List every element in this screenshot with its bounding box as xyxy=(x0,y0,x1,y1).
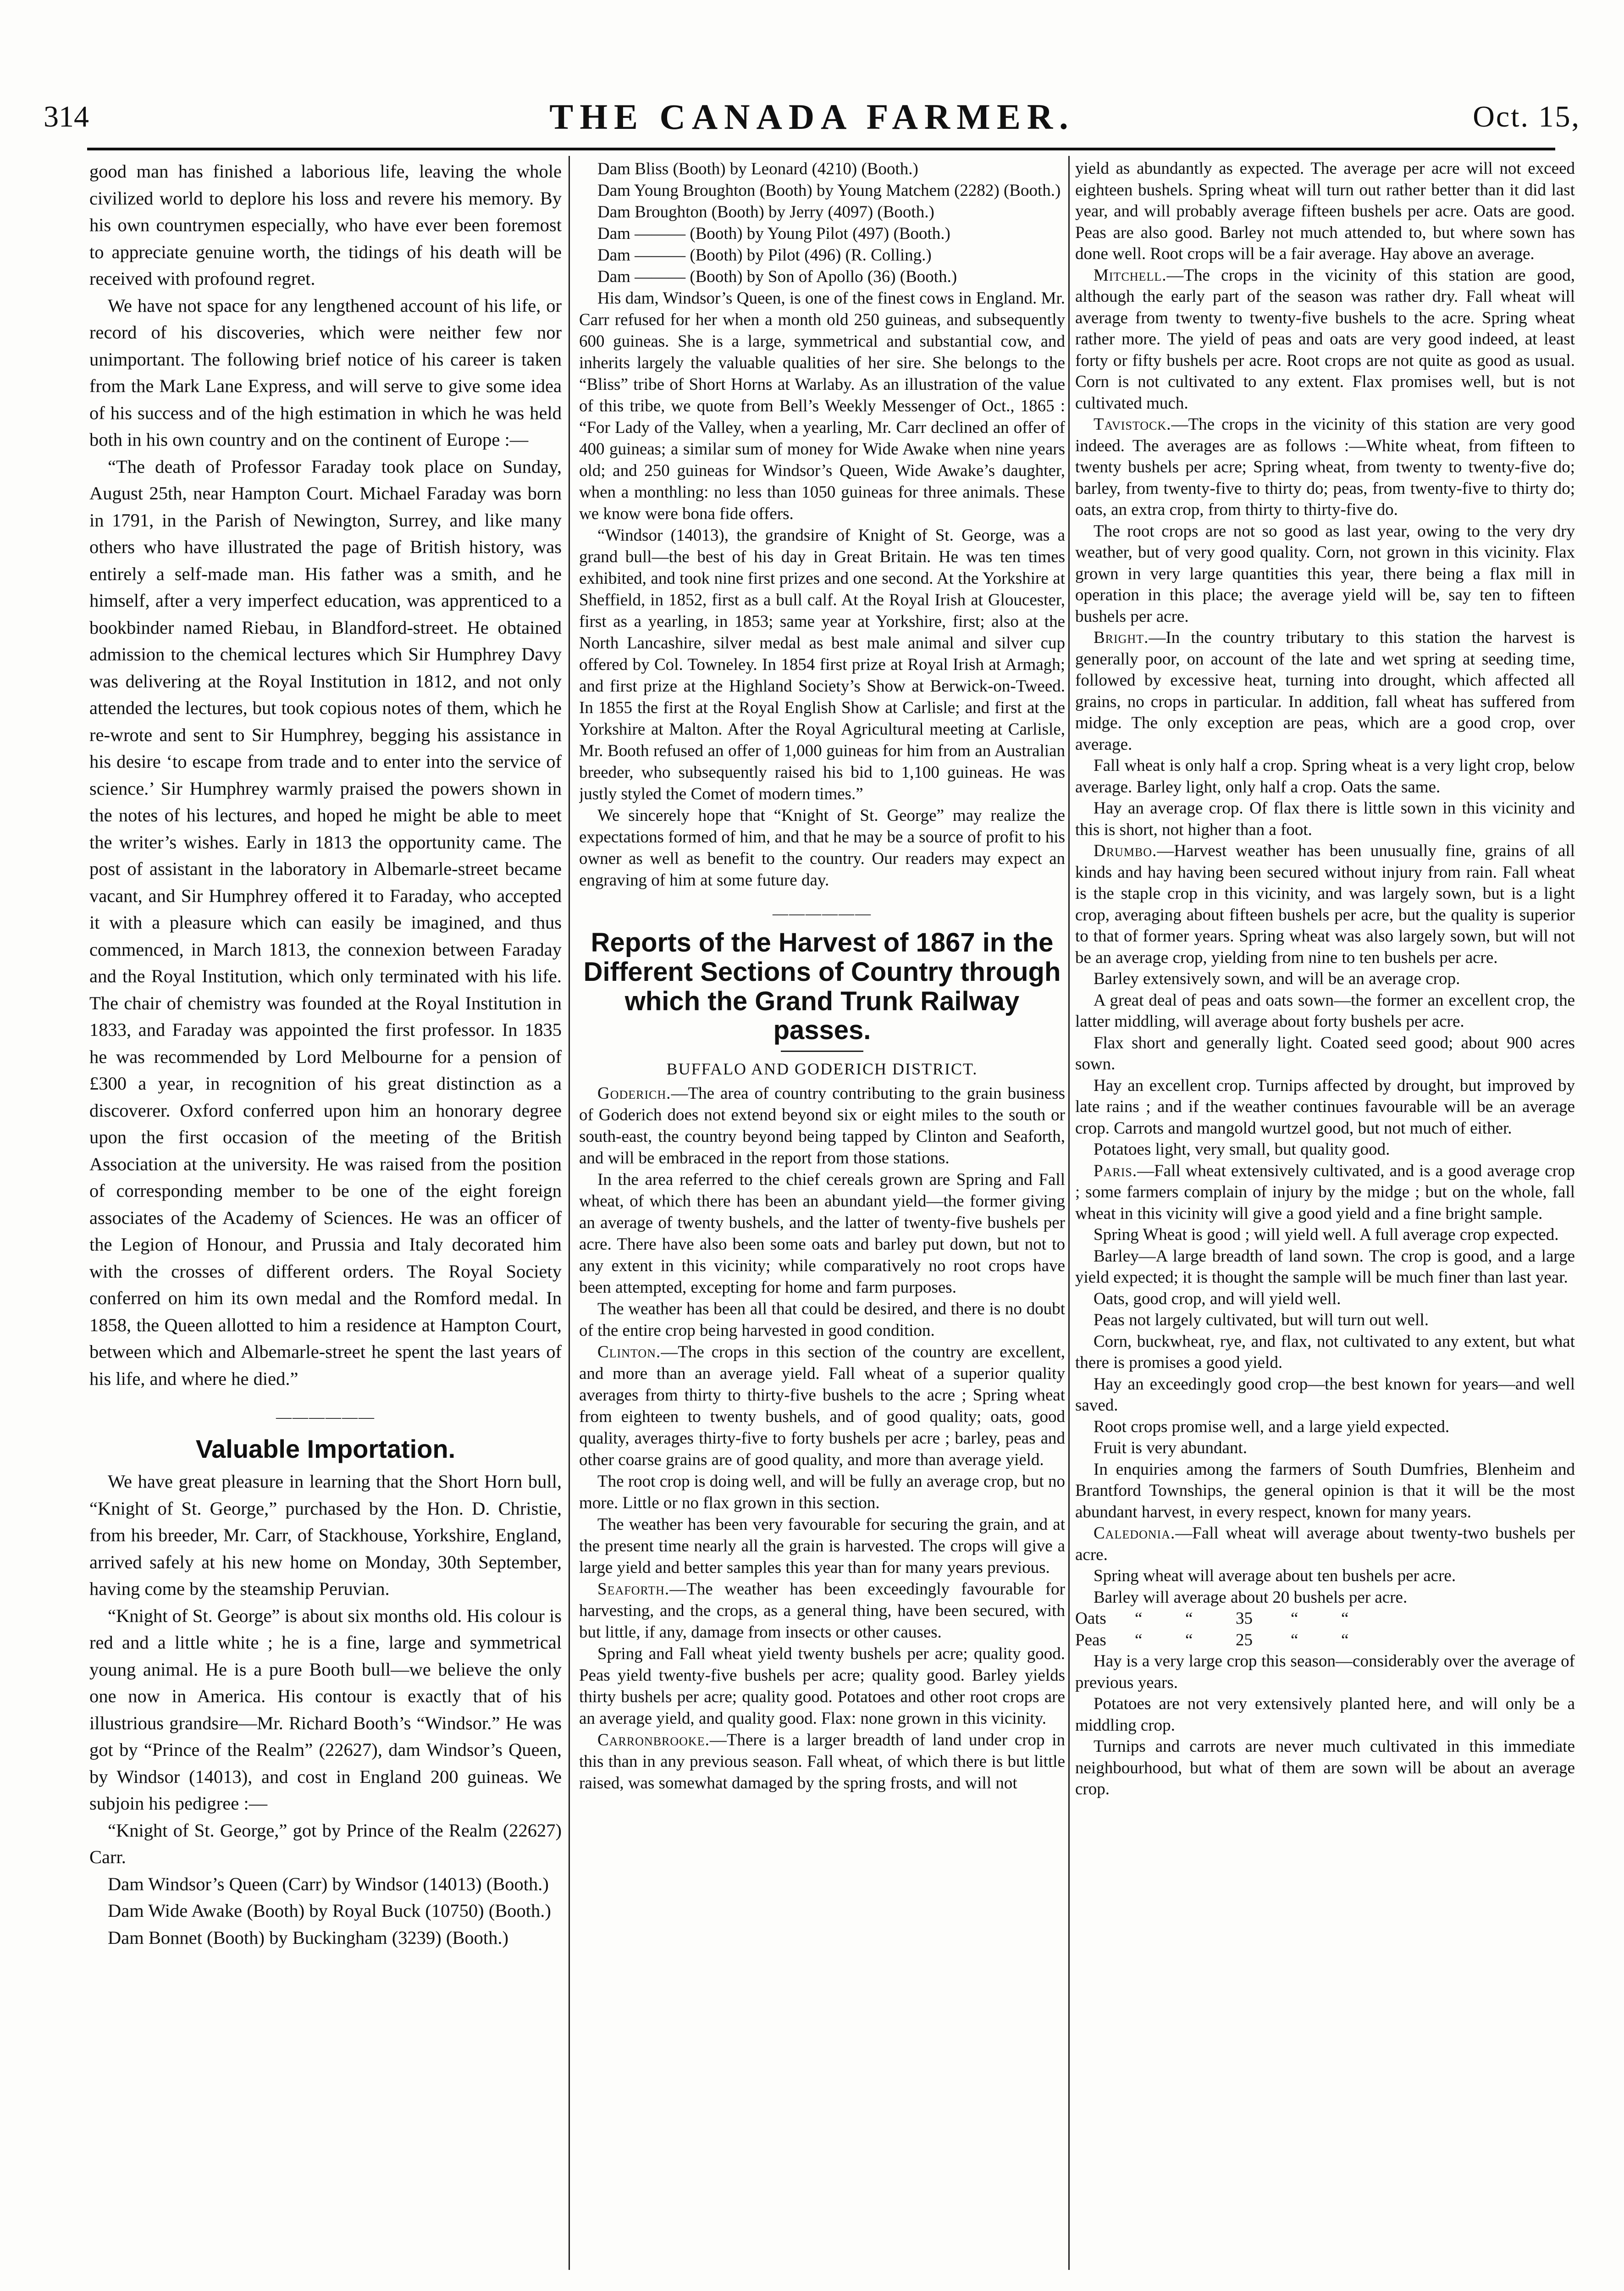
station-name: Bright. xyxy=(1094,628,1149,647)
report-paragraph xyxy=(579,1471,1065,1514)
report-text: Spring wheat will average about ten bushels per acre. xyxy=(1094,1566,1456,1585)
ditto-mark: “ xyxy=(1185,1630,1193,1649)
report-text: Peas not largely cultivated, but will turn out well. xyxy=(1094,1311,1429,1329)
pedigree-line: Dam Broughton (Booth) by Jerry (4097) (Booth.) xyxy=(597,203,934,221)
crop-yield: 35 xyxy=(1236,1609,1253,1628)
report-paragraph xyxy=(579,1643,1065,1729)
pedigree-line: “Knight of St. George,” got by Prince of the Realm (22627) Carr. xyxy=(89,1820,562,1868)
report-paragraph xyxy=(1075,1587,1575,1609)
paragraph: Turnips and carrots are never much cultivated in this immediate neighbourhood, but what of them are sown will be about an average crop. xyxy=(1075,1737,1575,1798)
report-paragraph xyxy=(579,1083,1065,1169)
paragraph: His dam, Windsor’s Queen, is one of the finest cows in England. Mr. Carr refused for her when a month old 250 guineas, and subsequently 600 guineas. She is a large, symmetrical and substantial cow, and inherits largely the valuable qualities of her sire. She belongs to the “Bliss” tribe of Short Horns at Warlaby. As an illustration of the value of this tribe, we quote from Bell’s Weekly Messenger of Oct., 1865 : “For Lady of the Valley, when a yearling, Mr. Carr declined an offer of 400 guineas; a similar sum of money for Wide Awake when nine years old; and 250 guineas for Windsor’s Queen, Wide Awake’s daughter, when a monthling: no less than 1050 guineas for three animals. These we know were bona fide offers. xyxy=(579,289,1065,523)
station-name: Carronbrooke. xyxy=(597,1731,710,1750)
report-text: Potatoes light, very small, but quality good. xyxy=(1094,1140,1390,1159)
report-text: The root crops are not so good as last year, owing to the very dry weather, but of very good quality. Corn, not grown in this vicinity. Flax grown in very large quantities this year, there being a flax mill in operation in this place; the average yield will be, say ten to fifteen bushels per acre. xyxy=(1075,521,1575,626)
district-heading: BUFFALO AND GODERICH DISTRICT. xyxy=(666,1060,978,1079)
paragraph: Potatoes are not very extensively planted here, and will only be a middling crop. xyxy=(1075,1694,1575,1735)
paragraph: Hay is a very large crop this season—considerably over the average of previous years. xyxy=(1075,1652,1575,1692)
section-ornament: —————— xyxy=(276,1409,375,1426)
pedigree-line: Dam Bonnet (Booth) by Buckingham (3239) (Booth.) xyxy=(108,1927,509,1948)
report-text: Hay an excellent crop. Turnips affected by drought, but improved by late rains ; and if the weather continues favourable will be an average crop. Carrots and mangold wurtzel good, but not much of either. xyxy=(1075,1076,1575,1138)
report-text: Hay an exceedingly good crop—the best known for years—and well saved. xyxy=(1075,1374,1575,1415)
report-text: —Fall wheat extensively cultivated, and is a good average crop ; some farmers complain of injury by the midge ; but on the whole, fall wheat in this vicinity will give a good yield and a fine bright sample. xyxy=(1075,1161,1575,1223)
report-text: The weather has been all that could be desired, and there is no doubt of the entire crop being harvested in good condition. xyxy=(579,1300,1065,1340)
station-name: Paris. xyxy=(1094,1161,1138,1180)
paragraph: We have great pleasure in learning that the Short Horn bull, “Knight of St. George,” purchased by the Hon. D. Christie, from his breeder, Mr. Carr, of Stackhouse, Yorkshire, England, arrived safely at his new home on Monday, 30th September, having come by the steamship Peruvian. xyxy=(89,1471,562,1599)
report-text: In the area referred to the chief cereals grown are Spring and Fall wheat, of which there has been an abundant yield—the former giving an average of twenty bushels, and the latter of twenty-five bushels per acre. There have also been some oats and barley put down, but not to any extent in this vicinity; while comparatively no root crops have been attempted, excepting for home and farm purposes. xyxy=(579,1170,1065,1297)
column-1 xyxy=(89,158,562,2277)
report-text: —The crops in this section of the country are excellent, and more than an average yield. Fall wheat of a superior quality averages from thirty to thirty-five bushels to the acre ; Spring wheat from eighteen to twenty bushels, and of good quality; oats, good quality, averages thirty-five to forty bushels per acre ; barley, peas and other coarse grains are of good quality, and more than average yield. xyxy=(579,1343,1065,1470)
report-paragraph xyxy=(1075,1417,1575,1438)
report-paragraph xyxy=(1075,1310,1575,1331)
report-paragraph xyxy=(579,1341,1065,1471)
pedigree-line: Dam ——— (Booth) by Young Pilot (497) (Booth.) xyxy=(597,224,950,243)
report-paragraph xyxy=(1075,798,1575,841)
station-name: Seaforth. xyxy=(597,1580,670,1599)
station-name: Clinton. xyxy=(597,1343,661,1362)
report-paragraph xyxy=(1075,990,1575,1033)
report-paragraph xyxy=(1075,1523,1575,1566)
report-text: Spring Wheat is good ; will yield well. A full average crop expected. xyxy=(1094,1225,1559,1244)
harvest-reports xyxy=(1075,158,1575,1608)
report-text: Hay an average crop. Of flax there is little sown in this vicinity and this is short, not higher than a foot. xyxy=(1075,799,1575,839)
report-paragraph xyxy=(1075,1033,1575,1075)
report-text: Oats, good crop, and will yield well. xyxy=(1094,1289,1341,1308)
crop-name: Peas xyxy=(1075,1630,1106,1649)
pedigree-line: Dam ——— (Booth) by Pilot (496) (R. Colling.) xyxy=(597,246,932,265)
report-text: —Harvest weather has been unusually fine, grains of all kinds and hay having been secured without injury from rain. Fall wheat is the staple crop in this vicinity, and was largely sown, but is a light crop, averaging about fifteen bushels per acre, but the quality is superior to that of former years. Spring wheat was also largely sown, but will not be an average crop, yielding from nine to ten bushels per acre. xyxy=(1075,841,1575,967)
report-text: Root crops promise well, and a large yield expected. xyxy=(1094,1417,1450,1436)
paragraph: “Knight of St. George” is about six months old. His colour is red and a little white ; he is a fine, large and symmetrical young animal. He is a pure Booth bull—we believe the only one now in America. His contour is exactly that of his illustrious grandsire—Mr. Richard Booth’s “Windsor.” He was got by “Prince of the Realm” (22627), dam Windsor’s Queen, by Windsor (14013), and cost in England 200 guineas. We subjoin his pedigree :— xyxy=(89,1605,562,1814)
page-number: 314 xyxy=(44,100,89,133)
report-paragraph xyxy=(1075,1374,1575,1417)
paragraph: We sincerely hope that “Knight of St. George” may realize the expectations formed of him, and that he may be a source of profit to his owner as well as benefit to the country. Our readers may expect an engraving of him at some future day. xyxy=(579,806,1065,890)
column-3 xyxy=(1075,158,1575,2277)
column-2 xyxy=(579,158,1065,2277)
report-paragraph xyxy=(1075,755,1575,798)
issue-date: Oct. 15, xyxy=(1473,100,1580,133)
article-heading: Valuable Importation. xyxy=(195,1434,456,1463)
report-paragraph xyxy=(1075,841,1575,968)
report-paragraph xyxy=(579,1169,1065,1298)
report-text: yield as abundantly as expected. The average per acre will not exceed eighteen bushels. Spring wheat will turn out rather better than it did last year, and will probably average fifteen bushels per acre. Oats are good. Peas are also good. Barley not much attended to, but where sown has done well. Root crops will be a fair average. Hay above an average. xyxy=(1075,159,1575,263)
ditto-mark: “ xyxy=(1185,1609,1193,1628)
ditto-mark: “ xyxy=(1135,1630,1143,1649)
station-name: Goderich. xyxy=(597,1084,671,1103)
report-text: Barley extensively sown, and will be an average crop. xyxy=(1094,969,1460,988)
report-text: Corn, buckwheat, rye, and flax, not cultivated to any extent, but what there is promises a good yield. xyxy=(1075,1332,1575,1372)
report-text: —The weather has been exceedingly favourable for harvesting, and the crops, as a general thing, have been secured, with but little, if any, damage from insects or other causes. xyxy=(579,1580,1065,1642)
station-name: Drumbo. xyxy=(1094,841,1157,860)
column-divider xyxy=(1068,156,1070,2270)
article-heading: Reports of the Harvest of 1867 in the Different Sections of Country through which the Grand Trunk Railway passes. xyxy=(583,928,1061,1046)
pedigree-line: Dam Windsor’s Queen (Carr) by Windsor (14013) (Booth.) xyxy=(108,1873,549,1894)
station-name: Mitchell. xyxy=(1094,266,1167,285)
report-paragraph xyxy=(1075,1331,1575,1374)
report-paragraph xyxy=(579,1514,1065,1578)
report-paragraph xyxy=(1075,1566,1575,1587)
report-paragraph xyxy=(1075,1289,1575,1310)
report-paragraph xyxy=(1075,521,1575,628)
paragraph: “Windsor (14013), the grandsire of Knight of St. George, was a grand bull—the best of his day in Great Britain. He was ten times exhibited, and took nine first prizes and one second. At the Yorkshire at Sheffield, in 1852, first as a bull calf. At the Royal Irish at Gloucester, first as a yearling, in 1853; same year at Yorkshire, first; also at the North Lancashire, silver medal as best male animal and silver cup offered by Col. Towneley. In 1854 first prize at Royal Irish at Armagh; and first prize at the Highland Society’s Show at Berwick-on-Tweed. In 1855 the first at the Royal English Show at Carlisle; and first at the Yorkshire at Malton. After the Royal Agricultural meeting at Carlisle, Mr. Booth refused an offer of 1,000 guineas for him from an Australian breeder, who subsequently raised his bid to 1,100 guineas. He was justly styled the Comet of modern times.” xyxy=(579,526,1065,803)
pedigree-line: Dam ——— (Booth) by Son of Apollo (36) (Booth.) xyxy=(597,267,957,286)
report-text: Spring and Fall wheat yield twenty bushels per acre; quality good. Peas yield twenty-five bushels per acre; quality good. Barley yields thirty bushels per acre; quality good. Potatoes and other root crops are an average yield, and quality good. Flax: none grown in this vicinity. xyxy=(579,1644,1065,1728)
report-text: —There is a larger breadth of land under crop in this than in any previous season. Fall wheat, of which there is but little raised, was somewhat damaged by the spring frosts, and will not xyxy=(579,1731,1065,1793)
crop-row xyxy=(1075,1630,1575,1651)
report-paragraph xyxy=(579,1298,1065,1341)
ditto-mark: “ xyxy=(1341,1630,1349,1649)
report-paragraph xyxy=(1075,265,1575,415)
ditto-mark: “ xyxy=(1291,1630,1298,1649)
report-paragraph xyxy=(579,1729,1065,1794)
column-divider xyxy=(569,156,570,2270)
report-text: Fruit is very abundant. xyxy=(1094,1439,1248,1457)
header-rule xyxy=(87,148,1555,150)
report-text: In enquiries among the farmers of South Dumfries, Blenheim and Brantford Townships, the general opinion is that it will be the most abundant harvest, in every respect, known for many years. xyxy=(1075,1460,1575,1522)
report-text: —The area of country contributing to the grain business of Goderich does not extend beyond six or eight miles to the south or south-east, the country beyond being tapped by Clinton and Seaforth, and will be embraced in the report from those stations. xyxy=(579,1084,1065,1168)
crop-row xyxy=(1075,1608,1575,1630)
divider xyxy=(781,1051,863,1052)
station-name: Tavistock. xyxy=(1094,415,1171,434)
report-text: A great deal of peas and oats sown—the former an excellent crop, the latter middling, will average about forty bushels per acre. xyxy=(1075,991,1575,1031)
report-paragraph xyxy=(1075,1139,1575,1161)
report-text: Flax short and generally light. Coated seed good; about 900 acres sown. xyxy=(1075,1033,1575,1074)
pedigree-line: Dam Young Broughton (Booth) by Young Matchem (2282) (Booth.) xyxy=(597,181,1061,200)
ditto-mark: “ xyxy=(1341,1609,1349,1628)
report-paragraph xyxy=(1075,968,1575,990)
report-paragraph xyxy=(1075,414,1575,521)
report-paragraph xyxy=(1075,1224,1575,1246)
ditto-mark: “ xyxy=(1291,1609,1298,1628)
report-text: The weather has been very favourable for securing the grain, and at the present time nearly all the grain is harvested. The crops will give a large yield and better samples this year than for many years previous. xyxy=(579,1515,1065,1577)
section-ornament: —————— xyxy=(773,905,872,922)
report-text: —Fall wheat will average about twenty-two bushels per acre. xyxy=(1075,1524,1575,1564)
report-text: —The crops in the vicinity of this station are very good indeed. The averages are as follows :—White wheat, from fifteen to twenty bushels per acre; Spring wheat, from twenty to twenty-five do; barley, from twenty-five to thirty do; peas, from twenty-five to thirty do; oats, an extra crop, from thirty to thirty-five do. xyxy=(1075,415,1575,519)
report-paragraph xyxy=(1075,1246,1575,1289)
report-text: Fall wheat is only half a crop. Spring wheat is a very light crop, below average. Barley light, only half a crop. Oats the same. xyxy=(1075,756,1575,797)
crop-yield-table xyxy=(1075,1608,1575,1651)
report-paragraph xyxy=(1075,1075,1575,1140)
harvest-reports xyxy=(579,1083,1065,1794)
report-text: —The crops in the vicinity of this station are good, although the early part of the season was rather dry. Fall wheat will average from twenty to twenty-five bushels to the acre. Spring wheat rather more. The yield of peas and oats are very good indeed, at least forty or fifty bushels per acre. Root crops are not quite as good as usual. Corn is not cultivated to any extent. Flax promises well, but is not cultivated much. xyxy=(1075,266,1575,413)
crop-yield: 25 xyxy=(1236,1630,1253,1649)
report-paragraph xyxy=(1075,1459,1575,1523)
pedigree-line: Dam Bliss (Booth) by Leonard (4210) (Booth.) xyxy=(597,160,918,178)
report-text: Barley—A large breadth of land sown. The crop is good, and a large yield expected; it is thought the sample will be much finer than last year. xyxy=(1075,1246,1575,1287)
newspaper-title: THE CANADA FARMER. xyxy=(549,97,1075,137)
masthead xyxy=(44,92,1580,142)
report-text: Barley will average about 20 bushels per acre. xyxy=(1094,1588,1408,1607)
paragraph: good man has finished a laborious life, leaving the whole civilized world to deplore his loss and revere his memory. By his own countrymen especially, who have ever been foremost to appreciate genuine worth, the tidings of his death will be received with profound regret. xyxy=(89,161,562,289)
report-paragraph xyxy=(1075,1161,1575,1225)
ditto-mark: “ xyxy=(1135,1609,1143,1628)
report-paragraph xyxy=(1075,1438,1575,1459)
paragraph: “The death of Professor Faraday took place on Sunday, August 25th, near Hampton Court. Michael Faraday was born in 1791, in the Parish of Newington, Surrey, and like many others who have illustrated the page of British history, was entirely a self-made man. His father was a smith, and he himself, after a very imperfect education, was apprenticed to a bookbinder named Riebau, in Blandford-street. He obtained admission to the chemical lectures which Sir Humphrey Davy was delivering at the Royal Institution in 1812, and not only attended the lectures, but took copious notes of them, which he re-wrote and sent to Sir Humphrey, begging his assistance in his desire ‘to escape from trade and to enter into the service of science.’ Sir Humphrey warmly praised the powers shown in the notes of his lectures, and hoped he might be able to meet the writer’s wishes. Early in 1813 the opportunity came. The post of assistant in the laboratory in Albemarle-street became vacant, and Sir Humphrey offered it to Faraday, who accepted it with a pleasure which can easily be imagined, and thus commenced, in March 1813, the connexion between Faraday and the Royal Institution, which only terminated with his life. The chair of chemistry was founded at the Royal Institution in 1833, and Faraday was appointed the first professor. In 1835 he was recommended by Lord Melbourne for a pension of £300 a year, in recognition of his great distinction as a discoverer. Oxford conferred upon him an honorary degree upon the first occasion of the meeting of the British Association at the university. He was raised from the position of corresponding member to be one of the eight foreign associates of the Academy of Sciences. He was an officer of the Legion of Honour, and Prussia and Italy decorated him with the crosses of different orders. The Royal Society conferred on him its own medal and the Romford medal. In 1858, the Queen allotted to him a residence at Hampton Court, between which and Albemarle-street he spent the last years of his life, and where he died.” xyxy=(89,456,562,1389)
report-paragraph xyxy=(579,1578,1065,1643)
report-text: —In the country tributary to this station the harvest is generally poor, on account of the late and wet spring at seeding time, followed by excessive heat, turning into drought, which affected all grains, no crops in particular. In addition, fall wheat has suffered from midge. The only exception are peas, which are a good crop, over average. xyxy=(1075,628,1575,754)
station-name: Caledonia. xyxy=(1094,1524,1176,1543)
report-paragraph xyxy=(1075,627,1575,755)
paragraph: We have not space for any lengthened account of his life, or record of his discoveries, which were neither few nor unimportant. The following brief notice of his career is taken from the Mark Lane Express, and will serve to give some idea of his success and of the high estimation in which he was held both in his own country and on the continent of Europe :— xyxy=(89,295,562,450)
crop-name: Oats xyxy=(1075,1609,1106,1628)
report-paragraph xyxy=(1075,158,1575,265)
report-text: The root crop is doing well, and will be fully an average crop, but no more. Little or no flax grown in this section. xyxy=(579,1472,1065,1513)
pedigree-line: Dam Wide Awake (Booth) by Royal Buck (10750) (Booth.) xyxy=(108,1900,551,1921)
